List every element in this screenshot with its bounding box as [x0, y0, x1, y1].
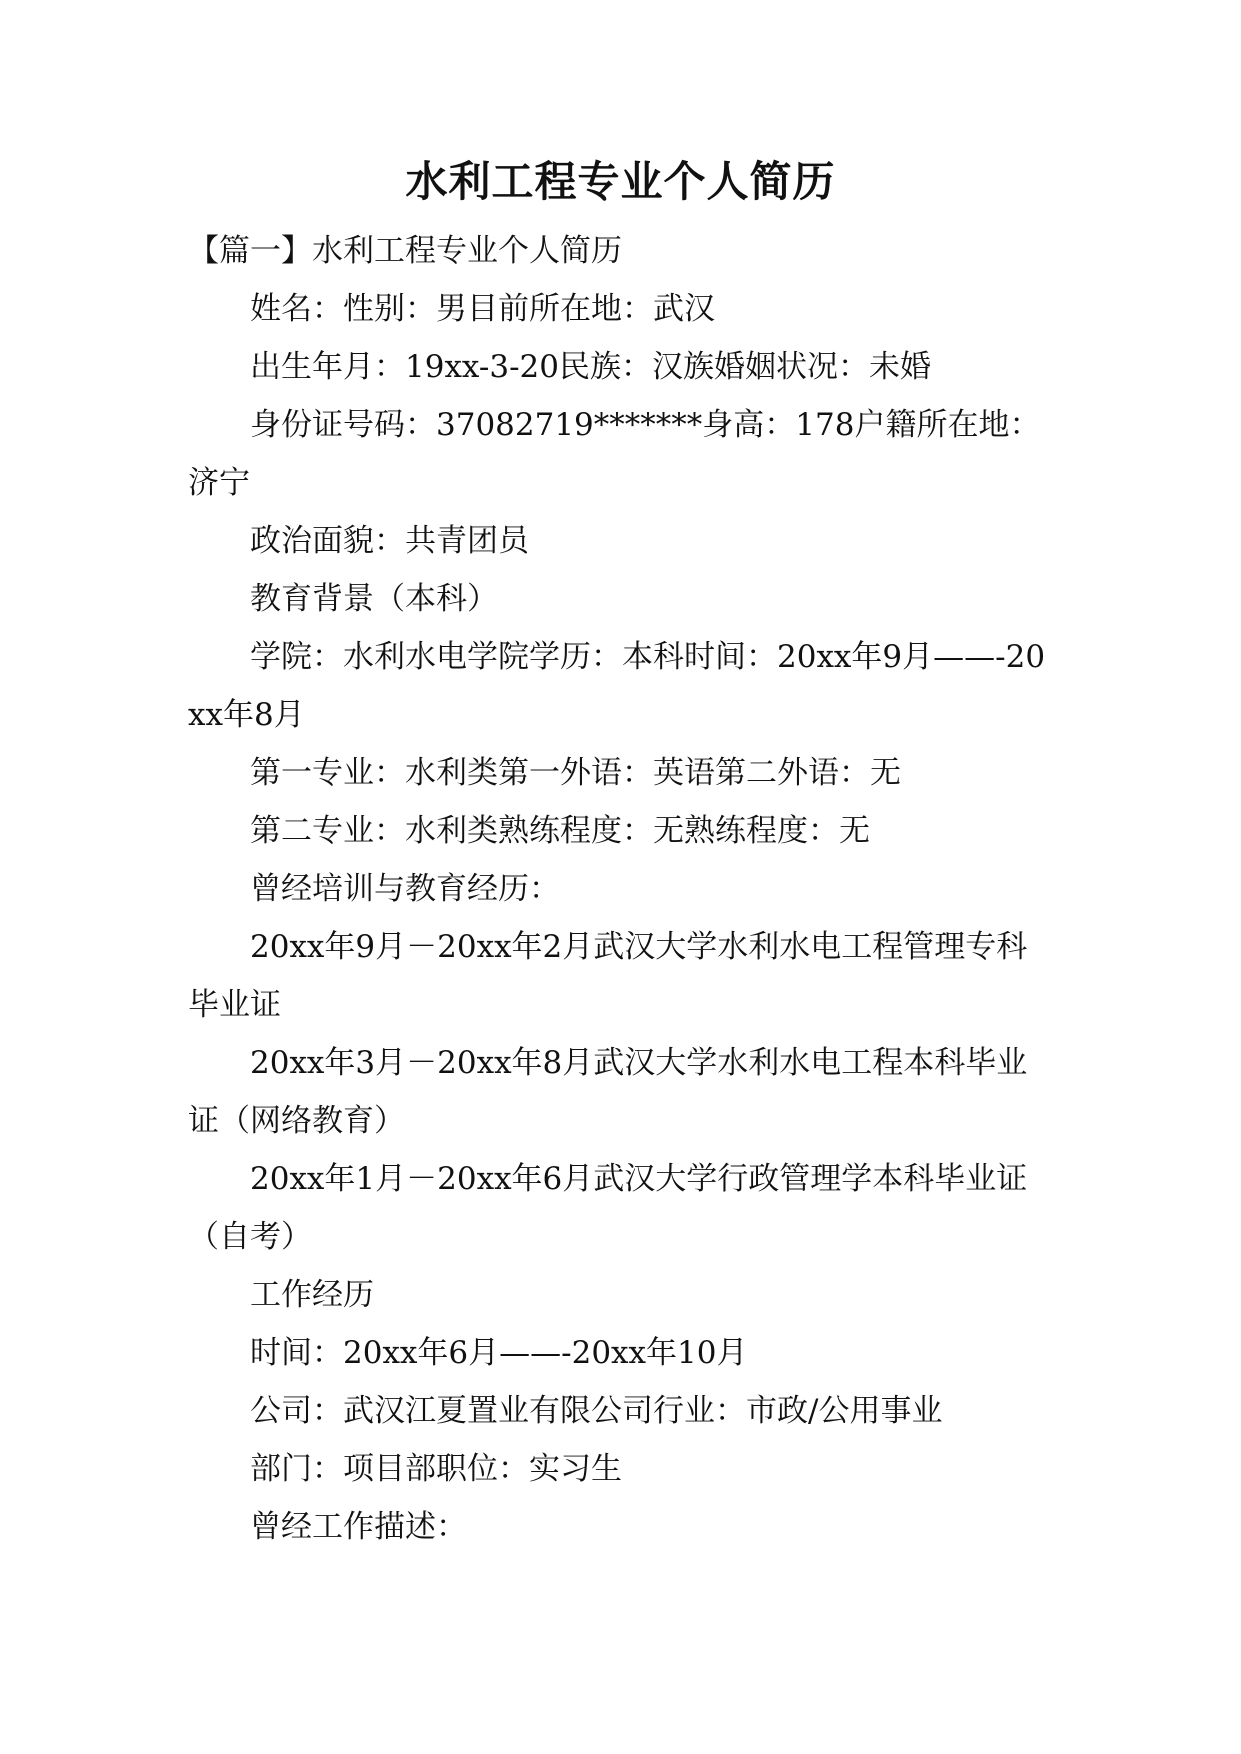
paragraph-work-time: 时间：20xx年6月——-20xx年10月 — [250, 1335, 748, 1371]
paragraph-work-company: 公司：武汉江夏置业有限公司行业：市政/公用事业 — [250, 1393, 943, 1429]
paragraph-political-status: 政治面貌：共青团员 — [250, 523, 529, 559]
paragraph-work-department: 部门：项目部职位：实习生 — [250, 1451, 622, 1487]
paragraph-second-major: 第二专业：水利类熟练程度：无熟练程度：无 — [250, 813, 870, 849]
paragraph-education-heading: 教育背景（本科） — [250, 581, 498, 617]
paragraph-first-major: 第一专业：水利类第一外语：英语第二外语：无 — [250, 755, 901, 791]
paragraph-work-heading: 工作经历 — [250, 1277, 374, 1313]
section-heading: 【篇一】水利工程专业个人简历 — [188, 233, 622, 269]
paragraph-training-1: 20xx年9月－20xx年2月武汉大学水利水电工程管理专科毕业证 — [188, 929, 1028, 1023]
paragraph-training-heading: 曾经培训与教育经历： — [250, 871, 560, 907]
document-title: 水利工程专业个人简历 — [405, 157, 836, 206]
paragraph-training-2: 20xx年3月－20xx年8月武汉大学水利水电工程本科毕业证（网络教育） — [188, 1045, 1028, 1139]
paragraph-id-height-hometown: 身份证号码：37082719*******身高：178户籍所在地：济宁 — [188, 407, 1041, 501]
document-body — [188, 222, 1054, 1556]
paragraph-work-description-heading: 曾经工作描述： — [250, 1509, 467, 1545]
paragraph-name-gender-location: 姓名：性别：男目前所在地：武汉 — [250, 291, 715, 327]
paragraph-birth-ethnicity-marital: 出生年月：19xx-3-20民族：汉族婚姻状况：未婚 — [250, 349, 931, 385]
paragraph-college-degree-time: 学院：水利水电学院学历：本科时间：20xx年9月——-20xx年8月 — [188, 639, 1046, 733]
paragraph-training-3: 20xx年1月－20xx年6月武汉大学行政管理学本科毕业证（自考） — [188, 1161, 1028, 1255]
